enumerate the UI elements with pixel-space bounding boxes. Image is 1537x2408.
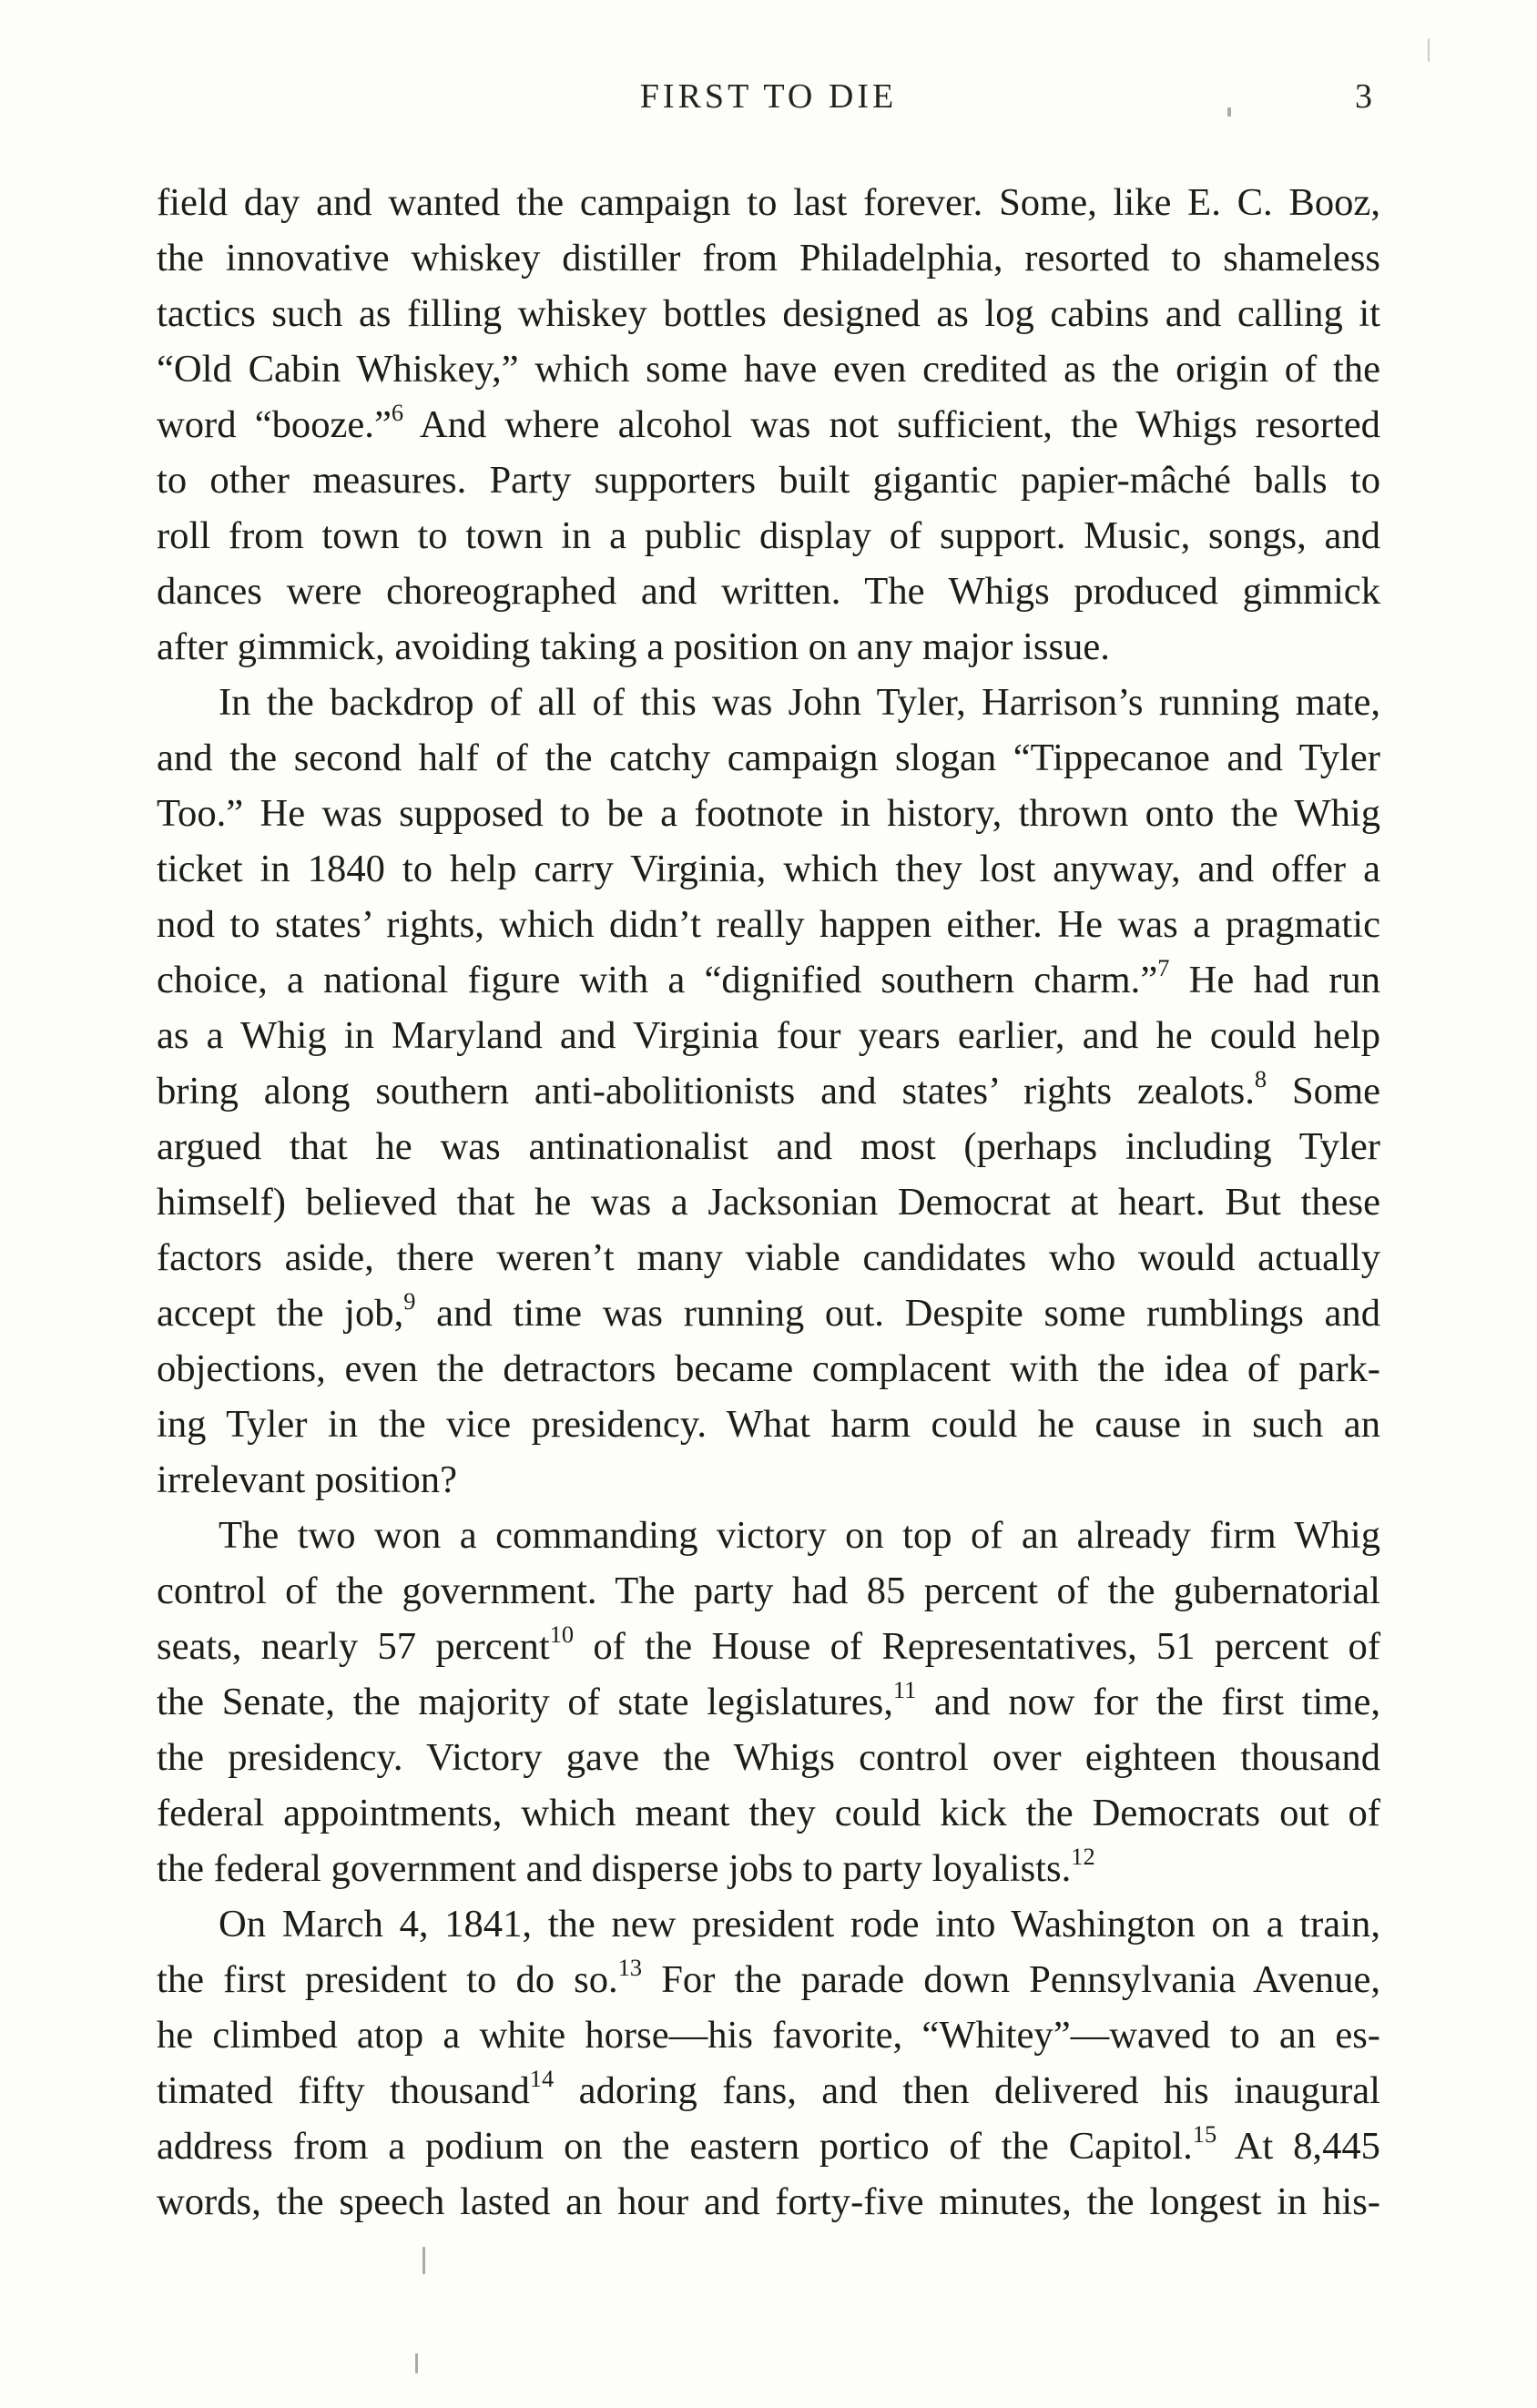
text-run: federal appointments, which meant they could kick the Democrats out of xyxy=(157,1792,1380,1834)
text-run: nod to states’ rights, which didn’t really happen either. He was a pragmatic xyxy=(157,903,1380,946)
text-run: roll from town to town in a public display of support. Music, songs, and xyxy=(157,514,1380,557)
scan-speck xyxy=(422,2247,425,2274)
text-run: bring along southern anti-abolitionists and states’ rights zealots. xyxy=(157,1070,1255,1113)
text-run: The two won a commanding victory on top of an already firm Whig xyxy=(219,1514,1380,1557)
text-run: ticket in 1840 to help carry Virginia, which they lost anyway, and offer a xyxy=(157,848,1380,890)
footnote-marker: 9 xyxy=(403,1286,416,1315)
text-run: the Senate, the majority of state legislatures, xyxy=(157,1681,893,1723)
text-run: At 8,445 xyxy=(1216,2125,1380,2168)
text-line xyxy=(157,619,1380,675)
scan-speck xyxy=(1428,38,1430,62)
text-run: seats, nearly 57 percent xyxy=(157,1625,550,1668)
text-run: the first president to do so. xyxy=(157,1958,618,2001)
text-line xyxy=(157,2063,1380,2118)
text-run: ing Tyler in the vice presidency. What harm could he cause in such an xyxy=(157,1403,1380,1446)
text-run: factors aside, there weren’t many viable candidates who would actually xyxy=(157,1236,1380,1279)
text-line xyxy=(157,286,1380,341)
text-run: On March 4, 1841, the new president rode into Washington on a train, xyxy=(219,1903,1380,1946)
text-line xyxy=(157,1230,1380,1285)
running-head: FIRST TO DIE xyxy=(639,77,898,116)
text-run: He had run xyxy=(1169,959,1380,1001)
text-line xyxy=(157,341,1380,397)
text-run: the presidency. Victory gave the Whigs control over eighteen thousand xyxy=(157,1736,1380,1779)
text-run: to other measures. Party supporters built gigantic papier-mâché balls to xyxy=(157,459,1380,502)
scan-speck xyxy=(415,2353,418,2373)
text-run: and now for the first time, xyxy=(916,1681,1380,1723)
text-line xyxy=(157,1452,1380,1508)
footnote-marker: 11 xyxy=(892,1675,917,1703)
text-line xyxy=(157,1674,1380,1730)
text-run: and time was running out. Despite some rumblings and xyxy=(415,1292,1380,1335)
text-line xyxy=(157,508,1380,564)
text-run: In the backdrop of all of this was John Tyler, Harrison’s running mate, xyxy=(219,681,1380,724)
text-run: timated fifty thousand xyxy=(157,2069,530,2112)
footnote-marker: 13 xyxy=(617,1953,643,1981)
text-line xyxy=(157,897,1380,952)
text-run: adoring fans, and then delivered his inaugural xyxy=(554,2069,1380,2112)
text-run: after gimmick, avoiding taking a position on any major issue. xyxy=(157,625,1110,668)
body-text xyxy=(157,175,1380,2230)
footnote-marker: 7 xyxy=(1157,953,1170,981)
text-line xyxy=(157,1119,1380,1174)
text-line xyxy=(157,1563,1380,1619)
text-run: “Old Cabin Whiskey,” which some have even credited as the origin of the xyxy=(157,348,1380,391)
text-run: irrelevant position? xyxy=(157,1458,457,1501)
text-line xyxy=(157,1785,1380,1841)
text-line xyxy=(157,1619,1380,1674)
text-line xyxy=(157,2174,1380,2230)
text-line xyxy=(157,1285,1380,1341)
text-line xyxy=(157,2007,1380,2063)
text-run: of the House of Representatives, 51 percent of xyxy=(574,1625,1381,1668)
footnote-marker: 8 xyxy=(1254,1064,1267,1092)
text-run: And where alcohol was not sufficient, the Whigs resorted xyxy=(403,403,1380,446)
text-line xyxy=(157,175,1380,230)
text-run: accept the job, xyxy=(157,1292,404,1335)
footnote-marker: 6 xyxy=(391,398,404,426)
text-line xyxy=(157,675,1380,730)
text-line xyxy=(157,1174,1380,1230)
text-line xyxy=(157,841,1380,897)
text-line xyxy=(157,564,1380,619)
page-number: 3 xyxy=(1355,77,1372,116)
footnote-marker: 14 xyxy=(529,2064,555,2092)
text-run: he climbed atop a white horse—his favorite, “Whitey”—waved to an es- xyxy=(157,2014,1380,2057)
footnote-marker: 12 xyxy=(1071,1842,1095,1870)
text-line xyxy=(157,397,1380,452)
text-run: address from a podium on the eastern portico of the Capitol. xyxy=(157,2125,1193,2168)
text-run: the federal government and disperse jobs to party loyalists. xyxy=(157,1847,1072,1890)
text-run: dances were choreographed and written. The Whigs produced gimmick xyxy=(157,570,1380,613)
text-line xyxy=(157,786,1380,841)
text-run: tactics such as filling whiskey bottles designed as log cabins and calling it xyxy=(157,292,1380,335)
text-run: Too.” He was supposed to be a footnote in history, thrown onto the Whig xyxy=(157,792,1380,835)
text-line xyxy=(157,1841,1380,1896)
text-run: Some xyxy=(1267,1070,1380,1113)
text-run: choice, a national figure with a “dignified southern charm.” xyxy=(157,959,1158,1001)
footnote-marker: 15 xyxy=(1192,2119,1217,2148)
text-line xyxy=(157,730,1380,786)
text-line xyxy=(157,1896,1380,1952)
text-line xyxy=(157,1397,1380,1452)
footnote-marker: 10 xyxy=(549,1620,575,1648)
text-line xyxy=(157,452,1380,508)
text-run: argued that he was antinationalist and most (perhaps including Tyler xyxy=(157,1125,1380,1168)
text-line xyxy=(157,1508,1380,1563)
text-line xyxy=(157,952,1380,1008)
text-run: word “booze.” xyxy=(157,403,392,446)
text-run: the innovative whiskey distiller from Philadelphia, resorted to shameless xyxy=(157,237,1380,279)
text-run: For the parade down Pennsylvania Avenue, xyxy=(642,1958,1381,2001)
text-run: himself) believed that he was a Jacksonian Democrat at heart. But these xyxy=(157,1181,1380,1224)
text-line xyxy=(157,1952,1380,2007)
text-line xyxy=(157,1063,1380,1119)
text-run: field day and wanted the campaign to last forever. Some, like E. C. Booz, xyxy=(157,181,1380,224)
text-run: control of the government. The party had 85 percent of the gubernatorial xyxy=(157,1570,1380,1612)
text-line xyxy=(157,1008,1380,1063)
text-run: words, the speech lasted an hour and forty-five minutes, the longest in his- xyxy=(157,2180,1380,2223)
text-line xyxy=(157,1341,1380,1397)
scan-speck xyxy=(1227,107,1231,117)
text-line xyxy=(157,230,1380,286)
text-line xyxy=(157,1730,1380,1785)
text-run: and the second half of the catchy campaign slogan “Tippecanoe and Tyler xyxy=(157,737,1380,779)
text-run: objections, even the detractors became complacent with the idea of park- xyxy=(157,1347,1380,1390)
text-run: as a Whig in Maryland and Virginia four years earlier, and he could help xyxy=(157,1014,1380,1057)
text-line xyxy=(157,2118,1380,2174)
